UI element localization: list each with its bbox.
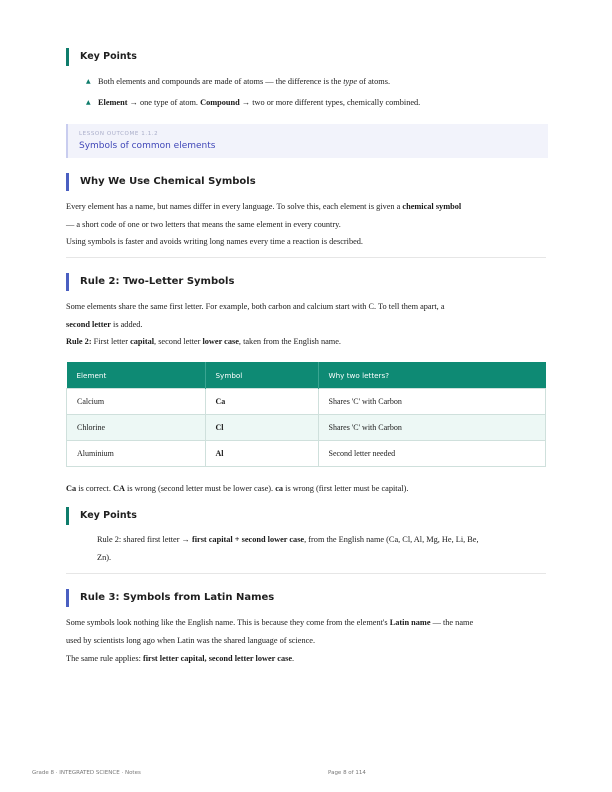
lesson-outcome-box xyxy=(66,124,548,158)
table-cell: Aluminium xyxy=(67,441,206,467)
table-cell: Al xyxy=(205,441,318,467)
key-points-text: Zn). xyxy=(97,553,112,562)
table-cell: Second letter needed xyxy=(318,441,546,467)
key-points-heading: Key Points xyxy=(66,48,137,66)
list-item: ▲ Both elements and compounds are made of atoms — the difference is the type of atoms. xyxy=(86,77,391,86)
section-heading-rule-2: Rule 2: Two-Letter Symbols xyxy=(66,273,234,291)
lesson-outcome-title: Symbols of common elements xyxy=(79,141,216,151)
paragraph: Some elements share the same first letter. For example, both carbon and calcium start with C. To tell them apart, a xyxy=(66,302,445,311)
column-header-why: Why two letters? xyxy=(318,362,546,389)
section-divider xyxy=(66,573,546,574)
table-cell: Calcium xyxy=(67,389,206,415)
note-paragraph: Ca is correct. CA is wrong (second letter must be lower case). ca is wrong (first letter must be capital). xyxy=(66,484,409,493)
column-header-symbol: Symbol xyxy=(205,362,318,389)
table-row xyxy=(67,389,546,415)
paragraph: used by scientists long ago when Latin was the shared language of science. xyxy=(66,636,316,645)
key-points-text: Rule 2: shared first letter → first capital + second lower case, from the English name (Ca, Cl, Al, Mg, He, Li, Be, xyxy=(97,535,479,544)
list-item: ▲ Element → one type of atom. Compound → two or more different types, chemically combined. xyxy=(86,98,421,107)
paragraph: Some symbols look nothing like the English name. This is because they come from the element's Latin name — the name xyxy=(66,618,474,627)
paragraph: The same rule applies: first letter capital, second letter lower case. xyxy=(66,654,295,663)
column-header-element: Element xyxy=(67,362,206,389)
key-points-heading: Key Points xyxy=(66,507,137,525)
section-heading-rule-3: Rule 3: Symbols from Latin Names xyxy=(66,589,274,607)
footer-course-label: Grade 8 · INTEGRATED SCIENCE · Notes xyxy=(32,770,141,776)
paragraph: second letter is added. xyxy=(66,320,143,329)
section-heading-why-symbols: Why We Use Chemical Symbols xyxy=(66,173,256,191)
table-cell: Chlorine xyxy=(67,415,206,441)
triangle-bullet-icon: ▲ xyxy=(86,78,91,85)
table-row xyxy=(67,441,546,467)
footer-page-number: Page 8 of 114 xyxy=(328,770,366,776)
paragraph: Rule 2: First letter capital, second letter lower case, taken from the English name. xyxy=(66,337,341,346)
table-header-row xyxy=(67,362,546,389)
symbols-table xyxy=(66,362,546,467)
section-divider xyxy=(66,257,546,258)
paragraph: Using symbols is faster and avoids writing long names every time a reaction is described. xyxy=(66,237,364,246)
paragraph: — a short code of one or two letters that means the same element in every country. xyxy=(66,220,341,229)
triangle-bullet-icon: ▲ xyxy=(86,99,91,106)
table-cell: Shares 'C' with Carbon xyxy=(318,389,546,415)
key-points-list xyxy=(66,76,546,108)
lesson-outcome-label: LESSON OUTCOME 1.1.2 xyxy=(79,131,159,137)
table-cell: Shares 'C' with Carbon xyxy=(318,415,546,441)
table-cell: Cl xyxy=(205,415,318,441)
table-row xyxy=(67,415,546,441)
paragraph: Every element has a name, but names differ in every language. To solve this, each element is given a chemical symbol xyxy=(66,202,462,211)
table-cell: Ca xyxy=(205,389,318,415)
